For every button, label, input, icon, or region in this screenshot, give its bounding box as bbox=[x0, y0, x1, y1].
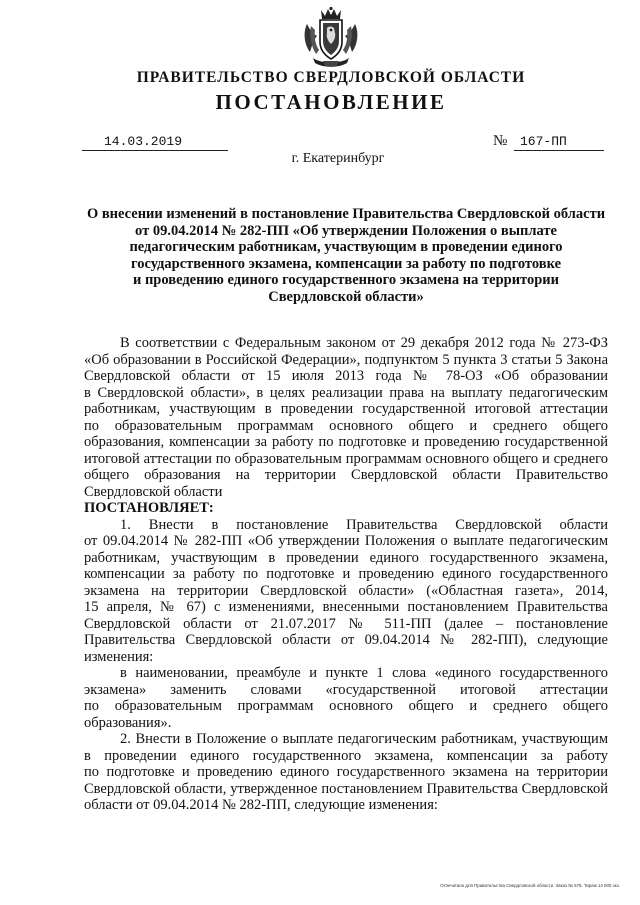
text-line: в наименовании, преамбуле и пункте 1 слова «единого государственного bbox=[120, 665, 608, 681]
text-line: работникам, участвующим в проведении государственной итоговой аттестации bbox=[84, 401, 608, 417]
text-line: в проведении единого государственного экзамена, компенсации за работу bbox=[84, 747, 608, 764]
text-line: Свердловской области от 15 июля 2013 года № 78-ОЗ «Об образовании bbox=[84, 368, 608, 384]
coat-of-arms-icon bbox=[301, 6, 361, 70]
print-note: Отпечатано для Правительства Свердловской области. Заказ № 575. Тираж 14 000 экз. bbox=[440, 883, 620, 888]
text-line: области от 09.04.2014 № 282-ПП, следующие изменения: bbox=[84, 797, 438, 813]
title-line: Свердловской области» bbox=[268, 288, 424, 305]
text-line: изменения: bbox=[84, 648, 154, 665]
text-line: Свердловской области от 21.07.2017 № 511-ПП (далее – постановление bbox=[84, 615, 608, 632]
text-line: по образовательным программам основного общего и среднего общего bbox=[84, 417, 608, 434]
clause-1-change-paragraph bbox=[84, 665, 608, 731]
text-line: Свердловской области, утвержденное постановлением Правительства Свердловской bbox=[84, 780, 608, 797]
text-line: 2. Внести в Положение о выплате педагогическим работникам, участвующим bbox=[120, 731, 608, 747]
document-body bbox=[84, 335, 608, 814]
resolves-heading bbox=[84, 500, 608, 517]
text-line: компенсации за работу по подготовке и проведению единого государственного bbox=[84, 566, 608, 582]
text-line: по образовательным программам основного общего и среднего общего bbox=[84, 698, 608, 714]
text-line: ПОСТАНОВЛЯЕТ: bbox=[84, 500, 214, 516]
text-line: образования». bbox=[84, 714, 172, 731]
text-line: экзамена на территории Свердловской области» («Областная газета», 2014, bbox=[84, 582, 608, 599]
text-line: по подготовке и проведению единого государственного экзамена на территории bbox=[84, 764, 608, 780]
decree-number: 167-ПП bbox=[514, 134, 604, 151]
text-line: 1. Внести в постановление Правительства Свердловской области bbox=[120, 516, 608, 533]
government-name: ПРАВИТЕЛЬСТВО СВЕРДЛОВСКОЙ ОБЛАСТИ bbox=[136, 69, 526, 86]
title-line: государственного экзамена, компенсации за работу по подготовке bbox=[130, 255, 562, 272]
title-line: и проведению единого государственного экзамена на территории bbox=[132, 272, 560, 289]
text-line: общего образования на территории Свердловской области Правительство bbox=[84, 467, 608, 483]
clause-2-paragraph bbox=[84, 731, 608, 814]
document-type-heading: ПОСТАНОВЛЕНИЕ bbox=[215, 90, 447, 114]
text-line: экзамена» заменить словами «государственной итоговой аттестации bbox=[84, 681, 608, 698]
city-name: г. Екатеринбург bbox=[291, 151, 385, 166]
number-sign: № bbox=[493, 133, 508, 149]
text-line: «Об образовании в Российской Федерации», подпунктом 5 пункта 3 статьи 5 Закона bbox=[84, 351, 608, 368]
decree-date: 14.03.2019 bbox=[82, 134, 228, 151]
title-line: О внесении изменений в постановление Правительства Свердловской области bbox=[86, 206, 606, 222]
text-line: от 09.04.2014 № 282-ПП «Об утверждении Положения о выплате педагогическим bbox=[84, 533, 608, 549]
text-line: 15 апреля, № 67) с изменениями, внесенными постановлением Правительства bbox=[84, 599, 608, 615]
text-line: в Свердловской области», в целях реализации права на выплату педагогическим bbox=[84, 384, 608, 401]
text-line: В соответствии с Федеральным законом от 29 декабря 2012 года № 273-ФЗ bbox=[120, 335, 608, 351]
preamble-paragraph bbox=[84, 335, 608, 500]
clause-1-paragraph bbox=[84, 517, 608, 666]
title-line: педагогическим работникам, участвующим в проведении единого bbox=[129, 239, 563, 256]
document-title bbox=[84, 206, 608, 306]
text-line: образования, компенсации за работу по подготовке и проведению государственной bbox=[84, 434, 608, 450]
text-line: итоговой аттестации по образовательным программам основного общего и среднего bbox=[84, 450, 608, 467]
text-line: Правительства Свердловской области от 09.04.2014 № 282-ПП), следующие bbox=[84, 632, 608, 648]
title-line: от 09.04.2014 № 282-ПП «Об утверждении Положения о выплате bbox=[135, 222, 557, 239]
text-line: работникам, участвующим в проведении единого государственного экзамена, bbox=[84, 549, 608, 566]
text-line: Свердловской области bbox=[84, 483, 223, 500]
